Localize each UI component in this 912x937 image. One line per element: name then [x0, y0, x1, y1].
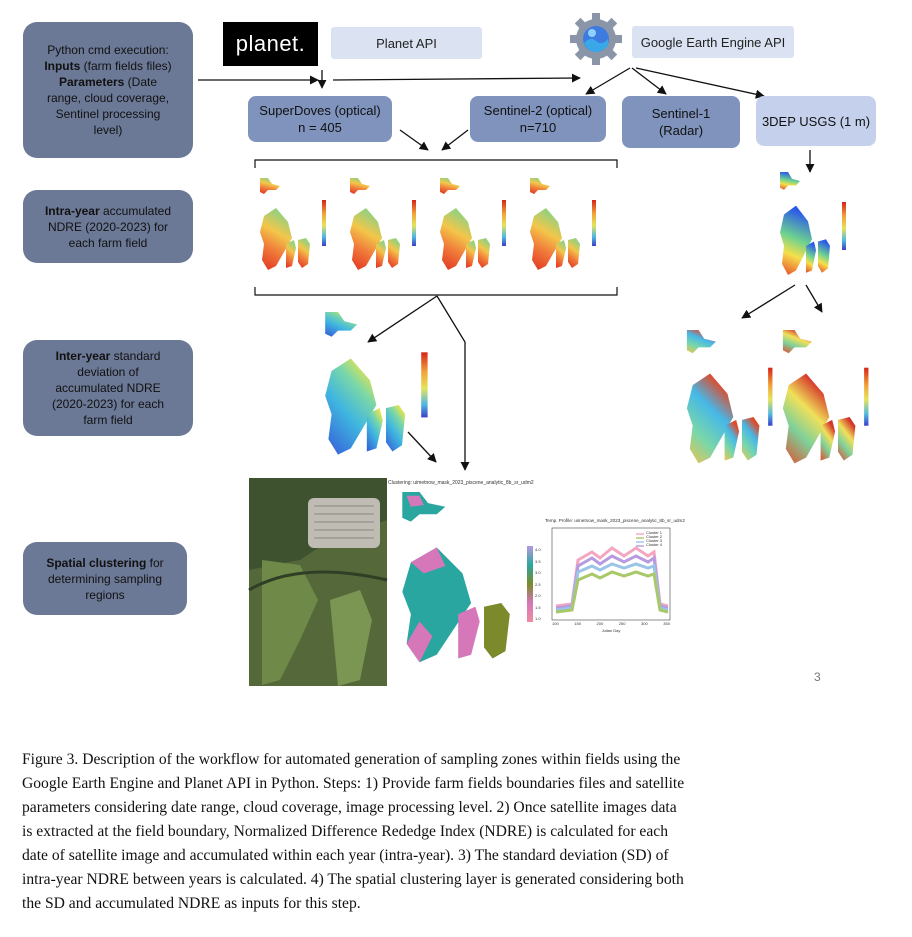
usgs-box: 3DEP USGS (1 m) — [756, 96, 876, 146]
caption-line: parameters considering date range, cloud coverage, image processing level. 2) Once satellite images data — [22, 799, 677, 816]
colorbar-tick: 3.0 — [535, 570, 541, 575]
colorbar-tick: 1.5 — [535, 604, 541, 610]
x-tick: 150 — [574, 621, 581, 626]
profile-title: Temp. Profile: uimetnow_mask_2023_piscene_analytic_8b_sr_udm2 — [545, 518, 685, 523]
step1-inputs-box: Python cmd execution: Inputs (farm fields files) Parameters (Date range, cloud coverage, Sentinel processing level) — [23, 22, 193, 158]
step4-clustering-box: Spatial clustering for determining sampling regions — [23, 542, 187, 615]
arrow-dem-radar2 — [806, 285, 822, 312]
x-tick: 200 — [596, 621, 604, 626]
colorbar-tick: 1.0 — [535, 616, 541, 621]
satellite-image — [249, 478, 387, 686]
arrow-gee-sentinel1 — [632, 68, 666, 94]
x-tick: 250 — [618, 621, 626, 626]
caption-line: date of satellite image and accumulated within each year (intra-year). 3) The standard deviation (SD) of — [22, 847, 669, 864]
sentinel1-box: Sentinel-1 (Radar) — [622, 96, 740, 148]
dem-map — [780, 172, 846, 275]
bracket-top — [255, 160, 617, 168]
caption-line: Google Earth Engine and Planet API in Python. Steps: 1) Provide farm fields boundaries files and satellite — [22, 775, 685, 792]
superdoves-box: SuperDoves (optical) n = 405 — [248, 96, 392, 142]
caption-line: the SD and accumulated NDRE as inputs for this step. — [22, 895, 361, 912]
clustering-map — [402, 492, 510, 662]
caption-line: is extracted at the field boundary, Normalized Difference Rededge Index (NDRE) is calculated for each — [22, 823, 668, 840]
arrow-sd-clustering — [408, 432, 436, 462]
step3-inter-year-box: Inter-year standard deviation of accumulated NDRE (2020-2023) for each farm field — [23, 340, 193, 436]
figure-caption — [22, 748, 892, 916]
arrow-sentinel2-ndre — [442, 130, 468, 150]
sentinel2-box: Sentinel-2 (optical) n=710 — [470, 96, 606, 142]
ndre-map-2020 — [260, 178, 326, 270]
x-tick: 350 — [663, 621, 670, 626]
profile-xlabel: Julian Day — [601, 628, 621, 633]
arrow-gee-usgs — [636, 68, 764, 96]
arrow-gee-sentinel2 — [586, 68, 630, 94]
legend-item: Cluster 2 — [646, 534, 663, 539]
ndre-map-2023 — [530, 178, 596, 270]
bracket-bottom — [255, 287, 617, 295]
ndre-map-2022 — [440, 178, 506, 270]
planet-logo — [223, 22, 318, 66]
colorbar-ticks — [535, 544, 541, 625]
legend-item: Cluster 1 — [646, 530, 663, 535]
colorbar-tick: 2.5 — [535, 581, 541, 587]
gee-api-box: Google Earth Engine API — [632, 26, 794, 58]
legend-item: Cluster 4 — [646, 542, 663, 547]
cluster-colorbar — [527, 546, 533, 622]
colorbar-tick: 2.0 — [535, 593, 541, 598]
arrow-superdoves-ndre — [400, 130, 428, 150]
temporal-profile-chart — [545, 518, 685, 620]
gear-icon — [567, 10, 625, 68]
ndre-map-2021 — [350, 178, 416, 270]
caption-line: Figure 3. Description of the workflow for automated generation of sampling zones within fields using the — [22, 751, 681, 768]
planet-logo-text: planet. — [235, 31, 306, 56]
legend-item: Cluster 3 — [646, 538, 663, 543]
arrow-to-gee — [333, 78, 580, 80]
radar-map-1 — [687, 330, 773, 463]
profile-legend-labels — [646, 531, 662, 547]
arrow-ndre-sd — [368, 296, 437, 342]
arrow-ndre-clustering — [437, 296, 465, 470]
colorbar-tick: 3.5 — [535, 558, 541, 564]
x-tick: 100 — [552, 621, 559, 626]
sd-map — [325, 312, 427, 455]
planet-api-box: Planet API — [331, 27, 482, 59]
clustering-title: Clustering: uimetnow_mask_2023_piscene_analytic_8b_sr_udm2 — [388, 480, 534, 486]
radar-map-2 — [783, 330, 869, 463]
profile-x-ticks — [552, 621, 670, 626]
colorbar-tick: 4.0 — [535, 547, 541, 552]
x-tick: 300 — [641, 621, 648, 626]
arrow-dem-radar1 — [742, 285, 795, 318]
page-number: 3 — [814, 670, 821, 684]
caption-line: intra-year NDRE between years is calculated. 4) The spatial clustering layer is generated considering both — [22, 871, 684, 888]
step2-intra-year-box: Intra-year accumulated NDRE (2020-2023) for each farm field — [23, 190, 193, 263]
